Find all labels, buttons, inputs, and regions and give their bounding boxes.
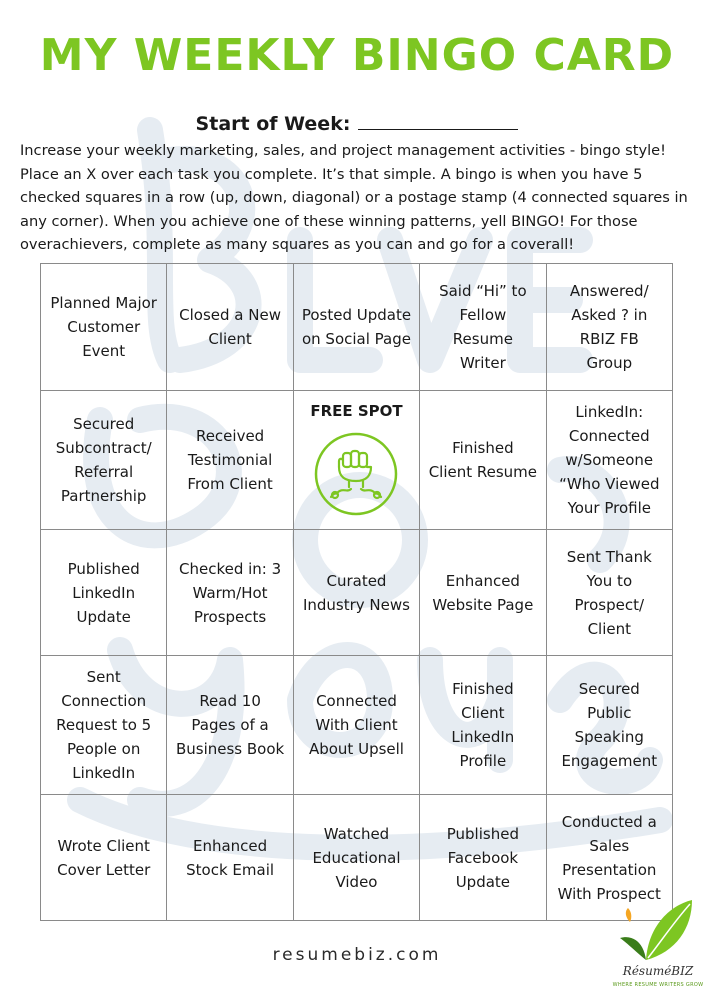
bingo-square[interactable]: Read 10 Pages of a Business Book xyxy=(167,656,293,795)
bingo-square[interactable]: Published LinkedIn Update xyxy=(41,530,167,656)
bingo-square[interactable]: Watched Educational Video xyxy=(293,795,419,921)
bingo-square[interactable]: Said “Hi” to Fellow Resume Writer xyxy=(420,264,546,391)
bingo-square[interactable]: Finished Client Resume xyxy=(420,391,546,530)
bingo-square[interactable]: Secured Subcontract/ Referral Partnership xyxy=(41,391,167,530)
bingo-square[interactable]: Sent Thank You to Prospect/ Client xyxy=(546,530,672,656)
free-spot-label: FREE SPOT xyxy=(310,402,403,420)
bingo-square[interactable]: Received Testimonial From Client xyxy=(167,391,293,530)
bingo-square[interactable]: Checked in: 3 Warm/Hot Prospects xyxy=(167,530,293,656)
bingo-square[interactable]: LinkedIn: Connected w/Someone “Who Viewed Your Profile xyxy=(546,391,672,530)
bingo-square[interactable]: Secured Public Speaking Engagement xyxy=(546,656,672,795)
bingo-square[interactable]: Closed a New Client xyxy=(167,264,293,391)
free-spot-square xyxy=(293,391,419,530)
bingo-square[interactable]: Enhanced Stock Email xyxy=(167,795,293,921)
bingo-row xyxy=(41,264,673,391)
raised-fist-icon xyxy=(313,431,399,517)
resumebiz-logo xyxy=(606,898,710,998)
bingo-square[interactable]: Answered/ Asked ? in RBIZ FB Group xyxy=(546,264,672,391)
bingo-square[interactable]: Finished Client LinkedIn Profile xyxy=(420,656,546,795)
bingo-square[interactable]: Wrote Client Cover Letter xyxy=(41,795,167,921)
bingo-row xyxy=(41,656,673,795)
bingo-square[interactable]: Connected With Client About Upsell xyxy=(293,656,419,795)
bingo-square[interactable]: Curated Industry News xyxy=(293,530,419,656)
bingo-square[interactable]: Enhanced Website Page xyxy=(420,530,546,656)
bingo-row xyxy=(41,795,673,921)
page-title: MY WEEKLY BINGO CARD xyxy=(39,30,675,81)
bingo-square[interactable]: Posted Update on Social Page xyxy=(293,264,419,391)
logo-name: RésuméBIZ xyxy=(622,964,694,978)
start-of-week-label: Start of Week: xyxy=(195,113,351,135)
bingo-square[interactable]: Planned Major Customer Event xyxy=(41,264,167,391)
logo-tagline: WHERE RESUME WRITERS GROW xyxy=(612,982,704,988)
bingo-row xyxy=(41,391,673,530)
start-of-week-blank-line xyxy=(358,111,518,130)
bingo-square[interactable]: Published Facebook Update xyxy=(420,795,546,921)
bingo-square[interactable]: Sent Connection Request to 5 People on LinkedIn xyxy=(41,656,167,795)
bingo-row xyxy=(41,530,673,656)
intro-paragraph: Increase your weekly marketing, sales, and project management activities - bingo style! Place an X over each task you complete. It’s that simple. A bingo is when you have 5 checked squares in a row (up, down, diagonal) or a postage stamp (4 connected squares in any corner). When you achieve one of these winning patterns, yell BINGO! For those overachievers, complete as many squares as you can and go for a coverall! xyxy=(20,142,688,253)
bingo-square[interactable]: Conducted a Sales Presentation With Prospect xyxy=(546,795,672,921)
leaf-icon xyxy=(606,898,710,964)
bingo-grid xyxy=(40,263,673,921)
start-of-week xyxy=(0,111,714,135)
website-url[interactable]: resumebiz.com xyxy=(272,945,442,965)
